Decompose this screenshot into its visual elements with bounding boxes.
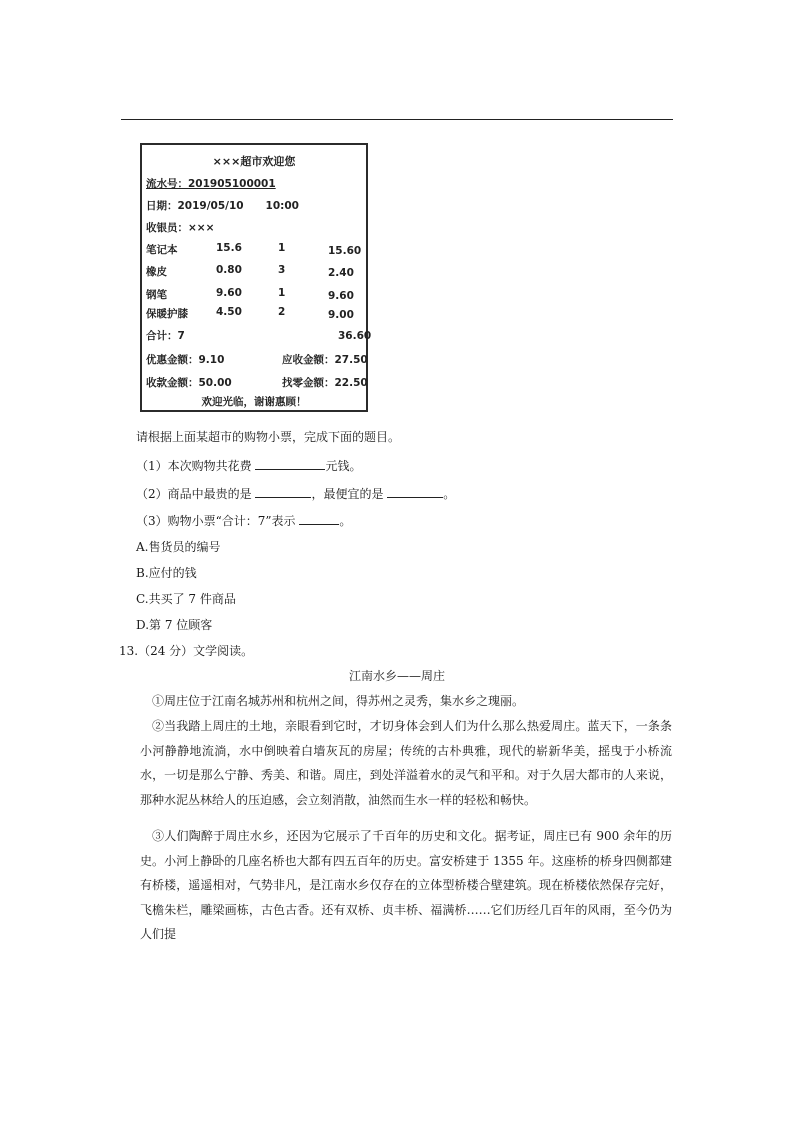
question-2-text: （2）商品中最贵的是 <box>136 487 256 501</box>
option-b[interactable]: B.应付的钱 <box>136 566 197 580</box>
option-d[interactable]: D.第 7 位顾客 <box>136 618 213 632</box>
receipt-serial: 流水号：201905100001 <box>146 178 276 190</box>
answer-blank[interactable] <box>387 487 443 498</box>
item-price: 15.6 <box>216 242 242 254</box>
passage-paragraph-1: ①周庄位于江南名城苏州和杭州之间，得苏州之灵秀，集水乡之瑰丽。 <box>152 694 525 708</box>
item-subtotal: 9.60 <box>328 290 354 302</box>
item-name: 钢笔 <box>146 289 167 301</box>
answer-blank[interactable] <box>255 459 325 470</box>
question-1 <box>136 459 361 472</box>
item-subtotal: 15.60 <box>328 245 362 257</box>
question-2-mid: ，最便宜的是 <box>311 487 388 501</box>
receipt-change: 找零金额：22.50 <box>282 377 368 389</box>
option-a[interactable]: A.售货员的编号 <box>136 540 221 554</box>
header-rule <box>121 119 673 120</box>
item-qty: 2 <box>278 306 286 318</box>
item-name: 橡皮 <box>146 266 167 278</box>
receipt-item <box>142 242 366 256</box>
receipt-item <box>142 306 366 320</box>
question-intro: 请根据上面某超市的购物小票，完成下面的题目。 <box>136 430 401 444</box>
shopping-receipt <box>140 143 372 412</box>
answer-blank[interactable] <box>299 514 339 525</box>
receipt-title: ×××超市欢迎您 <box>212 155 296 168</box>
receipt-cashier: 收银员：××× <box>146 222 215 234</box>
item-qty: 3 <box>278 264 286 276</box>
receipt-footer: 欢迎光临，谢谢惠顾！ <box>201 396 307 408</box>
question-3-text: （3）购物小票“合计：7”表示 <box>136 514 300 528</box>
passage-title: 江南水乡——周庄 <box>348 669 445 683</box>
question-3-suffix: 。 <box>339 514 352 528</box>
item-qty: 1 <box>278 287 286 299</box>
question-2 <box>136 487 455 500</box>
passage-paragraph-2: ②当我踏上周庄的土地，亲眼看到它时，才切身体会到人们为什么那么热爱周庄。蓝天下，一条条小河静静地流淌，水中倒映着白墙灰瓦的房屋；传统的古朴典雅，现代的崭新华美，摇曳于小桥流水，一切是那么宁静、秀美、和谐。周庄，到处洋溢着水的灵气和平和。对于久居大都市的人来说，那种水泥丛林给人的压迫感，会立刻消散，油然而生水一样的轻松和畅快。 <box>140 719 672 807</box>
item-price: 0.80 <box>216 264 242 276</box>
passage-paragraph-3: ③人们陶醉于周庄水乡，还因为它展示了千百年的历史和文化。据考证，周庄已有 900 余年的历史。小河上静卧的几座名桥也大都有四五百年的历史。富安桥建于 1355 年。这座桥的桥身四侧都建有桥楼，遥遥相对，气势非凡，是江南水乡仅存在的立体型桥楼合壁建筑。现在桥楼依然保存完好，飞檐朱栏，雕梁画栋，古色古香。还有双桥、贞丰桥、福满桥……它们历经几百年的风雨，至今仍为人们提 <box>140 829 672 942</box>
receipt-total-amount: 36.60 <box>338 330 372 342</box>
question-2-suffix: 。 <box>443 487 456 501</box>
question-1-suffix: 元钱。 <box>325 459 362 473</box>
receipt-item <box>142 287 366 301</box>
item-price: 4.50 <box>216 306 242 318</box>
item-name: 保暖护膝 <box>146 308 188 320</box>
option-c[interactable]: C.共买了 7 件商品 <box>136 592 236 606</box>
receipt-total-count: 合计：7 <box>146 330 185 342</box>
question-3 <box>136 514 351 527</box>
receipt-amount-due: 应收金额：27.50 <box>282 354 368 366</box>
receipt-date: 日期：2019/05/10 10:00 <box>146 200 299 212</box>
item-qty: 1 <box>278 242 286 254</box>
receipt-discount: 优惠金额：9.10 <box>146 354 225 366</box>
item-name: 笔记本 <box>146 244 178 256</box>
answer-blank[interactable] <box>255 487 311 498</box>
question-1-text: （1）本次购物共花费 <box>136 459 256 473</box>
question-13-heading: 13.（24 分）文学阅读。 <box>119 644 254 658</box>
item-subtotal: 9.00 <box>328 309 354 321</box>
receipt-item <box>142 264 366 278</box>
receipt-amount-paid: 收款金额：50.00 <box>146 377 232 389</box>
item-subtotal: 2.40 <box>328 267 354 279</box>
item-price: 9.60 <box>216 287 242 299</box>
